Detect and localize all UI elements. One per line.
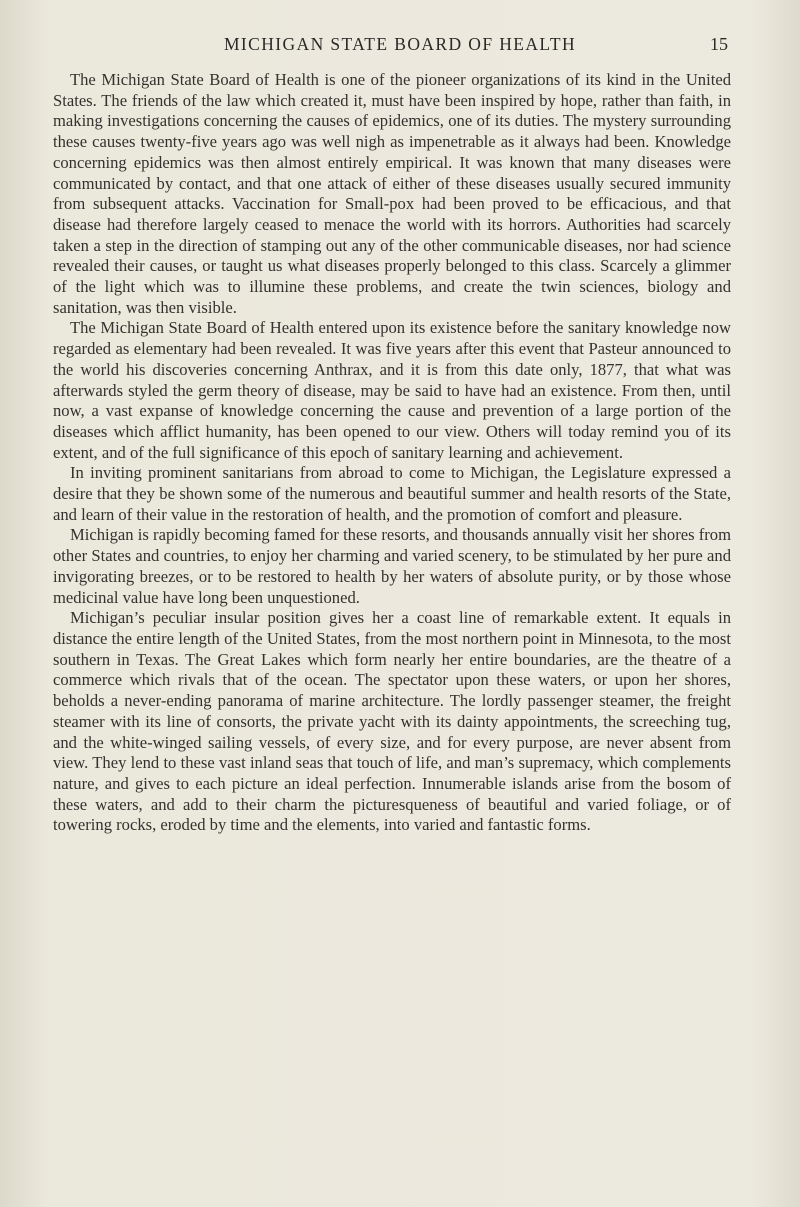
paragraph-board-history: The Michigan State Board of Health is one of the pioneer organizations of its kind in the United States. The friends of the law which created it, must have been inspired by hope, rather than faith, in making investigations concerning the causes of epidemics, one of its duties. The mystery surrounding these causes twenty-five years ago was well nigh as impenetrable as it always had been. Knowledge concerning epidemics was then almost entirely empirical. It was known that many diseases were communicated by contact, and that one attack of either of these diseases usually secured immunity from subsequent attacks. Vaccination for Small-pox had been proved to be efficacious, and that disease had therefore largely ceased to menace the world with its horrors. Authorities had scarcely taken a step in the direction of stamping out any of the other communicable diseases, nor had science revealed their causes, or taught us what diseases properly belonged to this class. Scarcely a glimmer of the light which was to illumine these problems, and create the twin sciences, biology and sanitation, was then visible. [53,70,731,317]
page-number: 15 [710,34,728,54]
paragraph-health-resorts: Michigan is rapidly becoming famed for these resorts, and thousands annually visit her shores from other States and countries, to enjoy her charming and varied scenery, to be stimulated by her pure and invigorating breezes, or to be restored to health by her waters of absolute purity, or by those whose medicinal value have long been unquestioned. [53,525,731,607]
body-text [53,70,731,836]
running-head: MICHIGAN STATE BOARD OF HEALTH [223,34,577,54]
paragraph-great-lakes: Michigan’s peculiar insular position gives her a coast line of remarkable extent. It equals in distance the entire length of the United States, from the most northern point in Minnesota, to the most southern in Texas. The Great Lakes which form nearly her entire boundaries, are the theatre of a commerce which rivals that of the ocean. The spectator upon these waters, or upon her shores, beholds a never-ending panorama of marine architecture. The lordly passenger steamer, the freight steamer with its line of consorts, the private yacht with its dainty appointments, the screeching tug, and the white-winged sailing vessels, of every size, and for every purpose, are never absent from view. They lend to these vast inland seas that touch of life, and man’s supremacy, which complements nature, and gives to each picture an ideal perfection. Innumerable islands arise from the bosom of these waters, and add to their charm the picturesqueness of beautiful and varied foliage, or of towering rocks, eroded by time and the elements, into varied and fantastic forms. [53,608,731,835]
page-header [0,34,800,58]
paragraph-legislature-invitation: In inviting prominent sanitarians from abroad to come to Michigan, the Legislature expressed a desire that they be shown some of the numerous and beautiful summer and health resorts of the State, and learn of their value in the restoration of health, and the promotion of comfort and pleasure. [53,463,731,524]
paragraph-germ-theory: The Michigan State Board of Health entered upon its existence before the sanitary knowledge now regarded as elementary had been revealed. It was five years after this event that Pasteur announced to the world his discoveries concerning Anthrax, and it is from this date only, 1877, that what was afterwards styled the germ theory of disease, may be said to have had an existence. From then, until now, a vast expanse of knowledge concerning the cause and prevention of a large portion of the diseases which afflict humanity, has been opened to our view. Others will today remind you of its extent, and of the full significance of this epoch of sanitary learning and achievement. [53,318,731,462]
